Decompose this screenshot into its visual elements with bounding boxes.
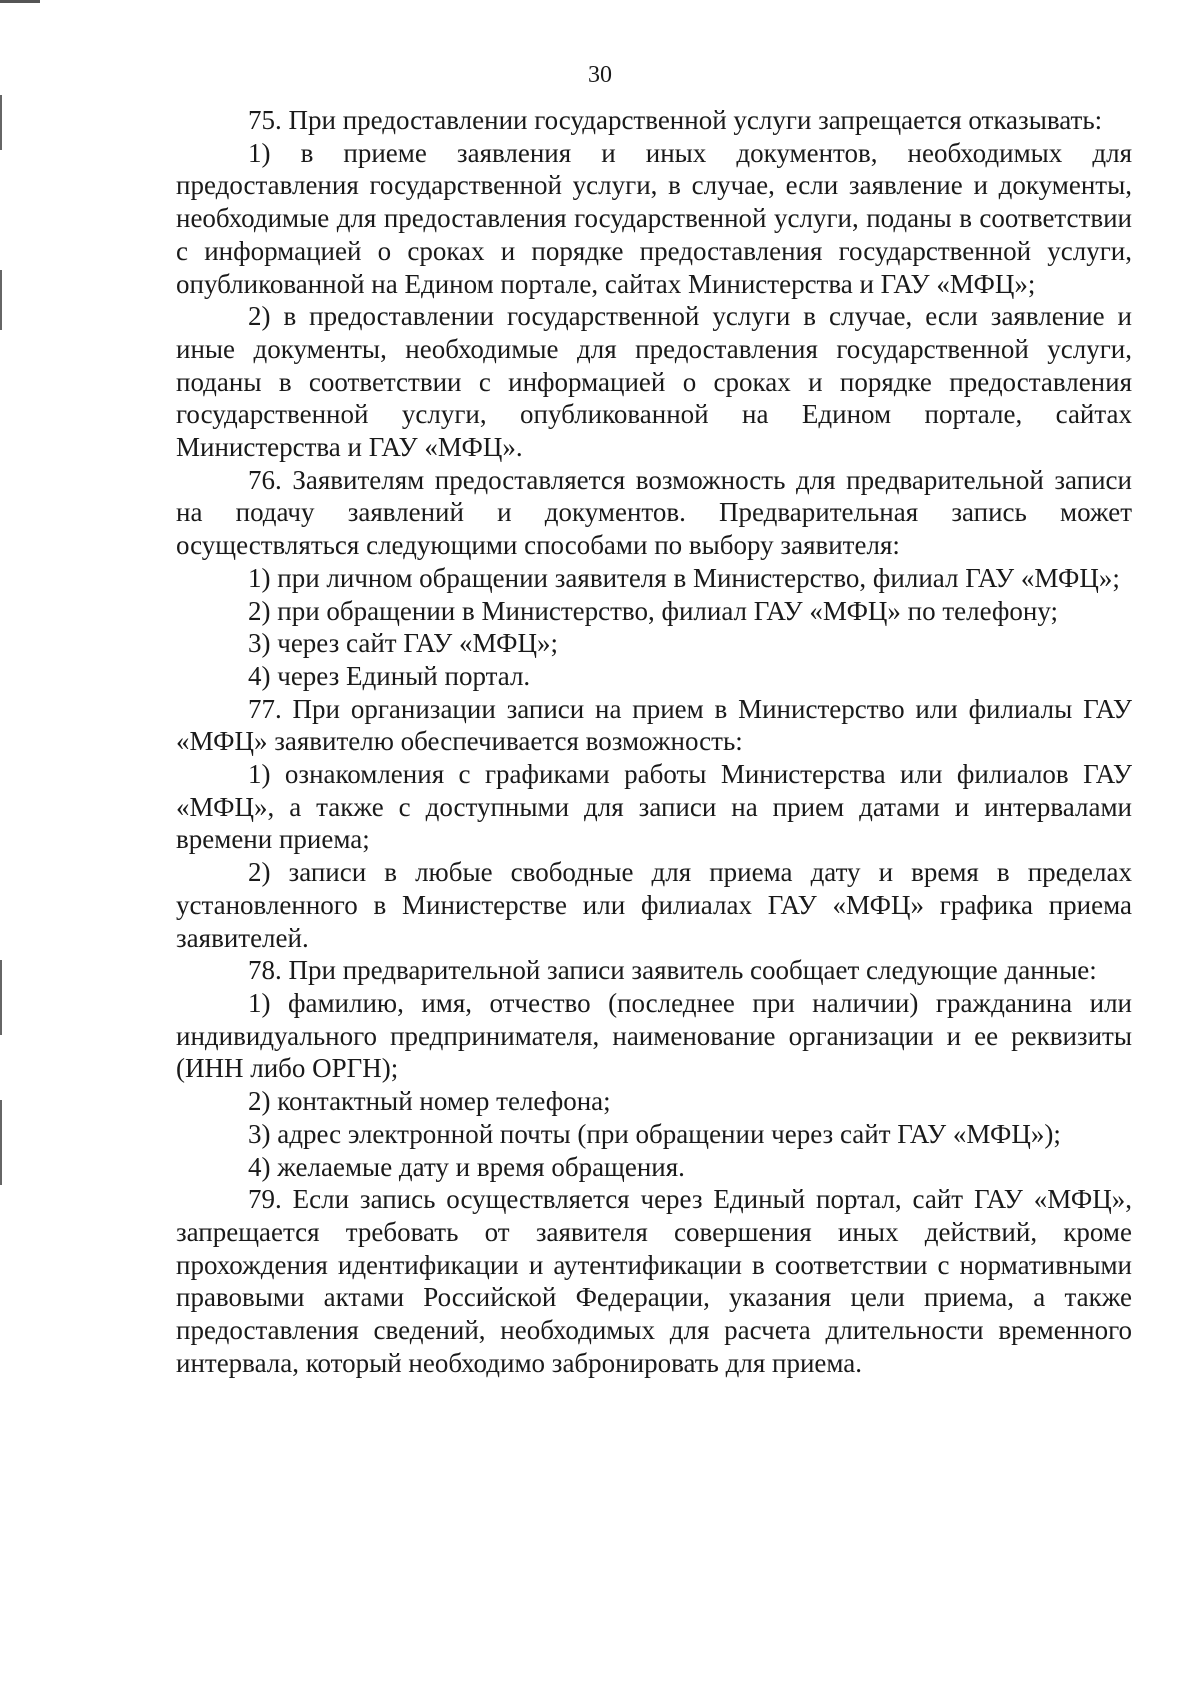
paragraph-76-item-4: 4) через Единый портал. (248, 660, 531, 691)
paragraph-76-item-2: 2) при обращении в Министерство, филиал ГАУ «МФЦ» по телефону; (248, 595, 1059, 626)
paragraph-77-item-2: 2) записи в любые свободные для приема дату и время в пределах установленного в Министерстве или филиалах ГАУ «МФЦ» графика приема заявителей. (176, 857, 1132, 953)
paragraph-78-item-4: 4) желаемые дату и время обращения. (248, 1151, 685, 1182)
page-number: 30 (588, 62, 612, 88)
paragraph-75: 75. При предоставлении государственной услуги запрещается отказывать: (248, 105, 1103, 135)
scan-mark-top-left (0, 0, 40, 3)
paragraph-78-item-3: 3) адрес электронной почты (при обращении через сайт ГАУ «МФЦ»); (248, 1118, 1061, 1149)
paragraph-75-item-1: 1) в приеме заявления и иных документов, необходимых для предоставления государственной услуги, в случае, если заявление и документы, необходимые для предоставления государственной услуги, поданы в соответствии с информацией о сроках и порядке предоставления государственной услуги, опубликованной на Едином портале, сайтах Министерства и ГАУ «МФЦ»; (176, 137, 1132, 299)
paragraph-75-item-2: 2) в предоставлении государственной услуги в случае, если заявление и иные документы, необходимые для предоставления государственной услуги, поданы в соответствии с информацией о сроках и порядке предоставления государственной услуги, опубликованной на Едином портале, сайтах Министерства и ГАУ «МФЦ». (176, 301, 1132, 463)
paragraph-76: 76. Заявителям предоставляется возможность для предварительной записи на подачу заявлений и документов. Предварительная запись может осуществляться следующими способами по выбору заявителя: (176, 464, 1132, 561)
paragraph-78-item-1: 1) фамилию, имя, отчество (последнее при наличии) гражданина или индивидуального предпринимателя, наименование организации и ее реквизиты (ИНН либо ОРГН); (176, 987, 1132, 1084)
document-body (176, 104, 1132, 1379)
scan-edge-mark (0, 95, 2, 150)
paragraph-76-item-1: 1) при личном обращении заявителя в Министерство, филиал ГАУ «МФЦ»; (248, 562, 1120, 593)
scan-edge-mark (0, 1100, 2, 1185)
scan-edge-mark (0, 270, 2, 330)
paragraph-79: 79. Если запись осуществляется через Единый портал, сайт ГАУ «МФЦ», запрещается требовать от заявителя совершения иных действий, кроме прохождения идентификации и аутентификации в соответствии с нормативными правовыми актами Российской Федерации, указания цели приема, а также предоставления сведений, необходимых для расчета длительности временного интервала, который необходимо забронировать для приема. (176, 1184, 1132, 1378)
paragraph-78-item-2: 2) контактный номер телефона; (248, 1086, 611, 1117)
scan-edge-mark (0, 960, 2, 1035)
paragraph-78: 78. При предварительной записи заявитель сообщает следующие данные: (248, 955, 1097, 986)
paragraph-77-item-1: 1) ознакомления с графиками работы Министерства или филиалов ГАУ «МФЦ», а также с доступными для записи на прием датами и интервалами времени приема; (176, 759, 1132, 855)
paragraph-77: 77. При организации записи на прием в Министерство или филиалы ГАУ «МФЦ» заявителю обеспечивается возможность: (176, 693, 1132, 757)
paragraph-76-item-3: 3) через сайт ГАУ «МФЦ»; (248, 628, 558, 659)
